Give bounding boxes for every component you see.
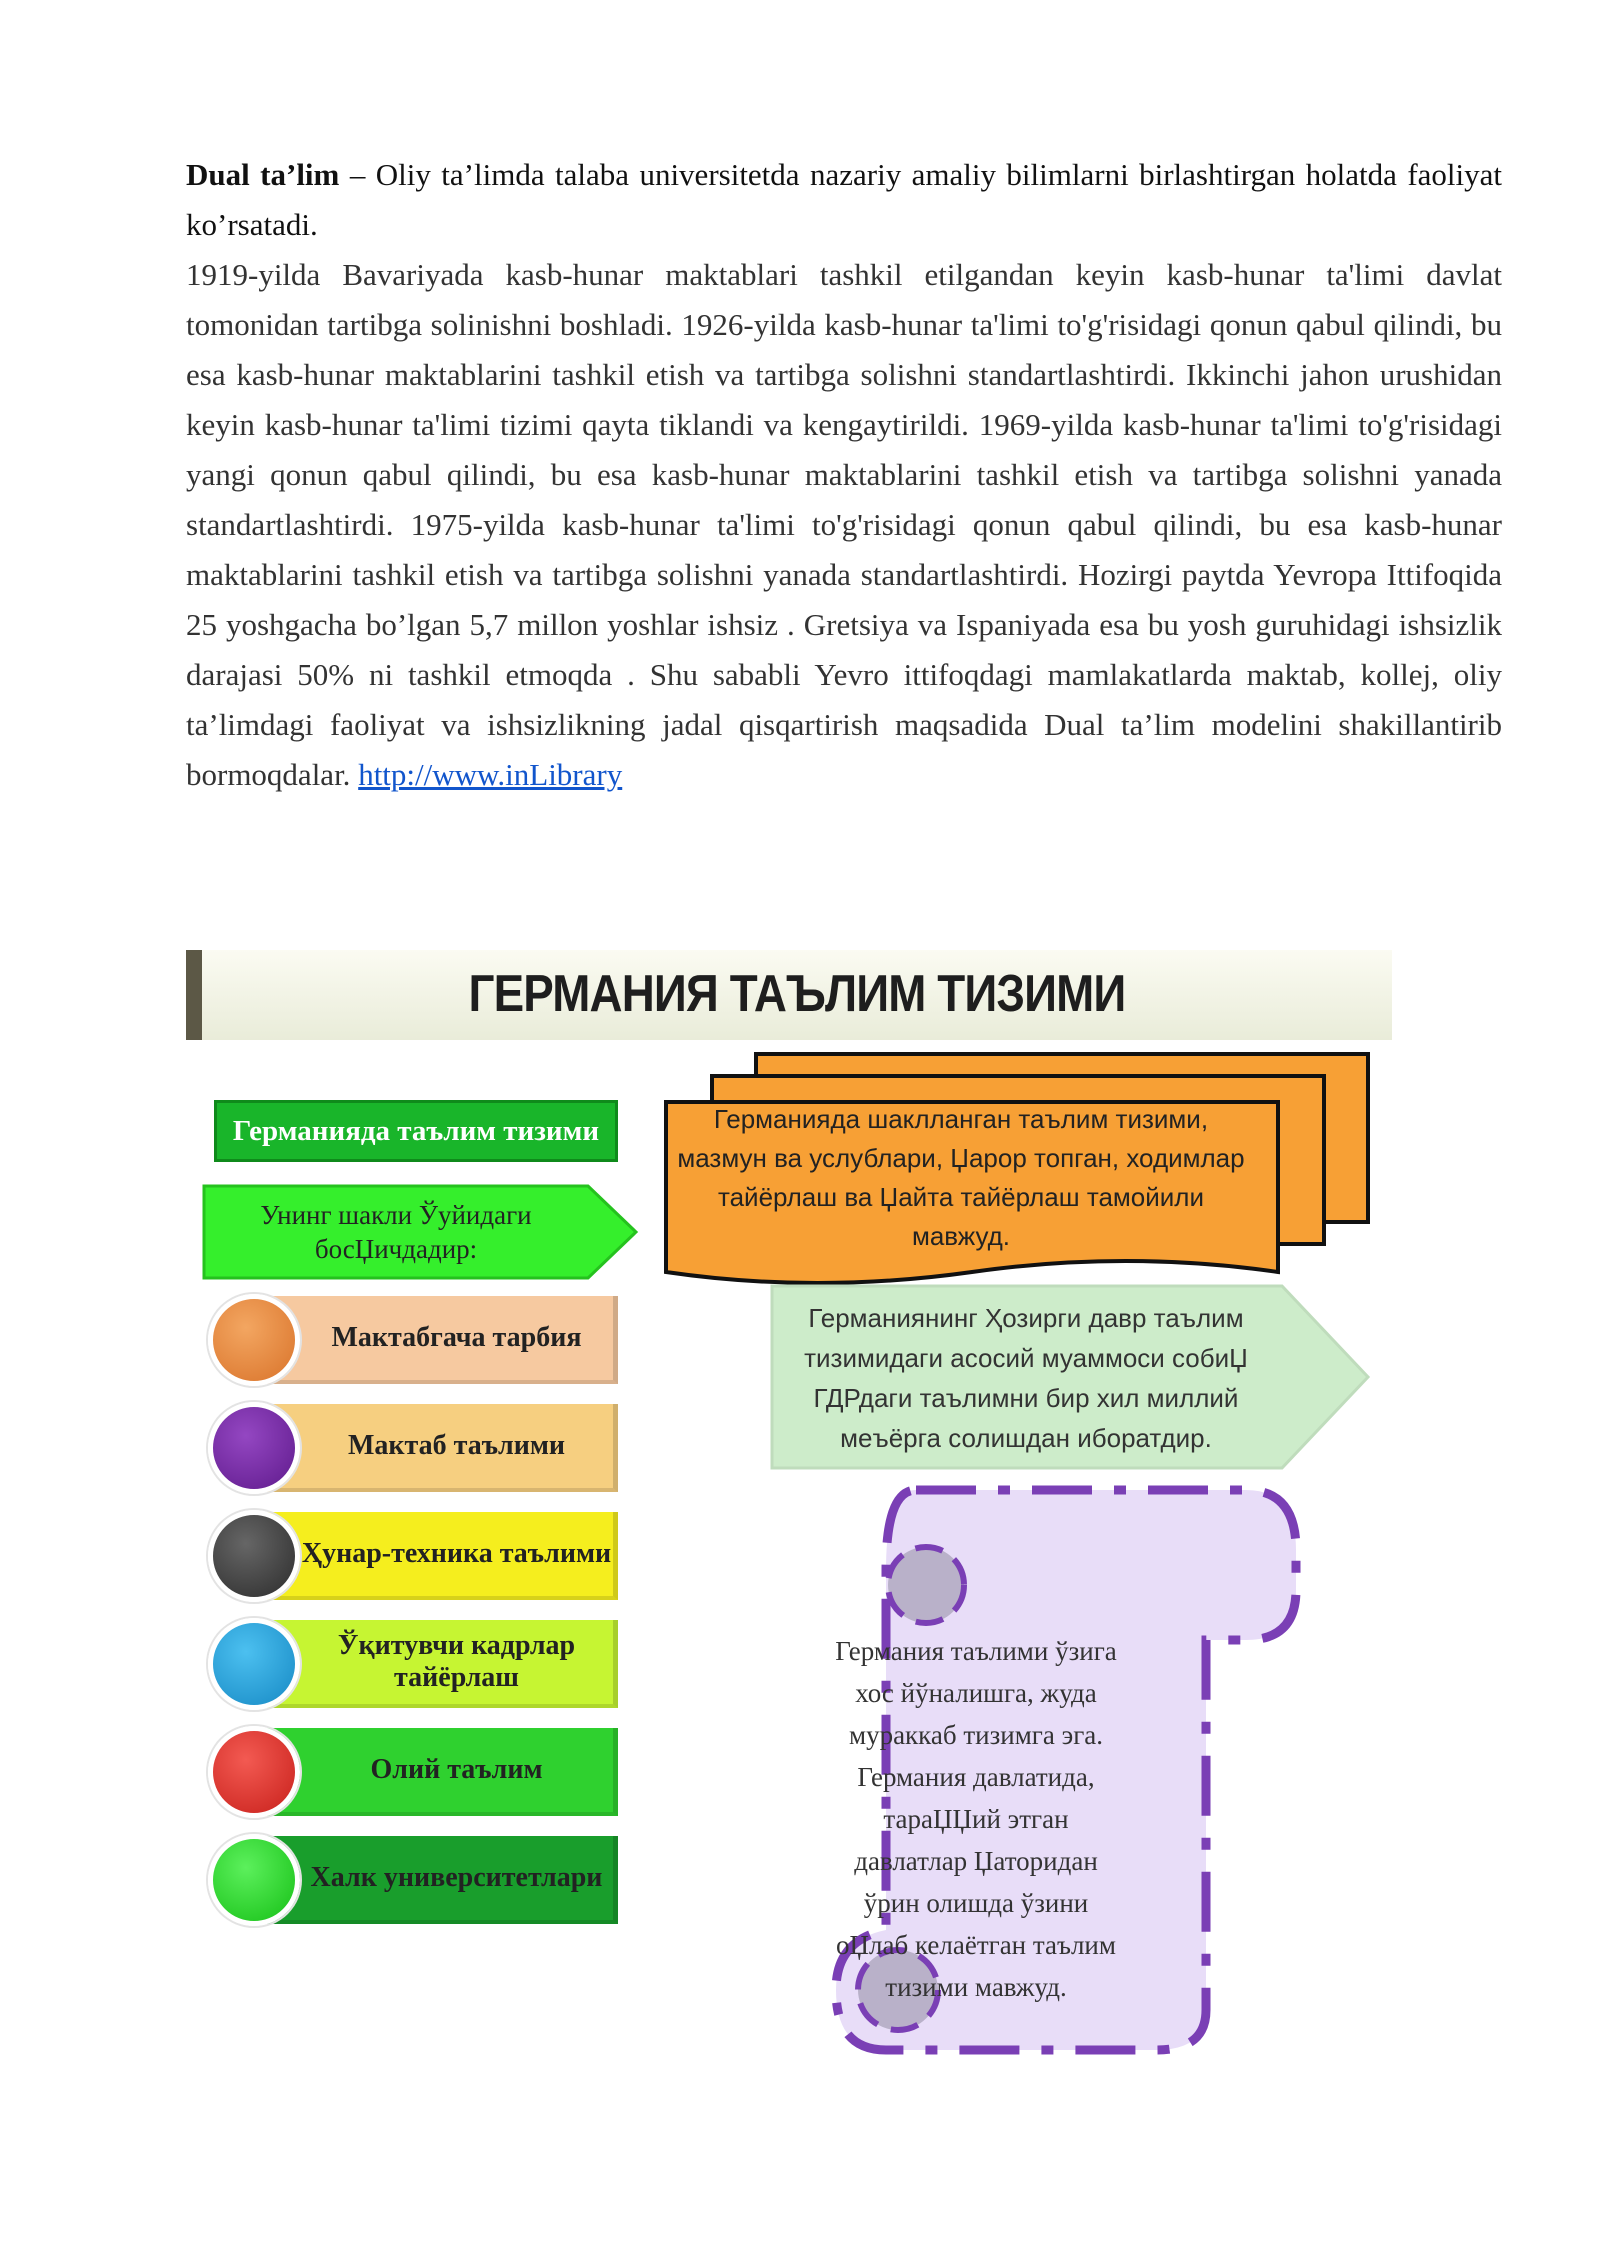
level-bar: Мактаб таълими bbox=[260, 1404, 618, 1492]
green-arrow-text: Унинг шакли Ўуйидаги босЏичдадир: bbox=[260, 1200, 532, 1264]
level-bar: Олий таълим bbox=[260, 1728, 618, 1816]
level-circle-icon bbox=[208, 1510, 300, 1602]
paragraph-history bbox=[186, 250, 1502, 800]
level-item bbox=[208, 1722, 618, 1822]
level-bar: Мактабгача тарбия bbox=[260, 1296, 618, 1384]
history-text: 1919-yilda Bavariyada kasb-hunar maktablari tashkil etilgandan keyin kasb-hunar ta'limi davlat tomonidan tartibga solinishni boshladi. 1926-yilda kasb-hunar ta'limi to'g'risidagi qonun qabul qilindi, bu esa kasb-hunar maktablarini tashkil etish va tartibga solishni standartlashtirdi. Ikkinchi jahon urushidan keyin kasb-hunar ta'limi tizimi qayta tiklandi va kengaytirildi. 1969-yilda kasb-hunar ta'limi to'g'risidagi yangi qonun qabul qilindi, bu esa kasb-hunar maktablarini tashkil etish va tartibga solishni yanada standartlashtirdi. 1975-yilda kasb-hunar ta'limi to'g'risidagi qonun qabul qilindi, bu esa kasb-hunar maktablarini tashkil etish va tartibga solishni yanada standartlashtirdi. Hozirgi paytda Yevropa Ittifoqida 25 yoshgacha bo’lgan 5,7 millon yoshlar ishsiz . Gretsiya va Ispaniyada esa bu yosh guruhidagi ishsizlik darajasi 50% ni tashkil etmoqda . Shu sababli Yevro ittifoqdagi mamlakatlarda maktab, kollej, oliy ta’limdagi faoliyat va ishsizlikning jadal qisqartirish maqsadida Dual ta’lim modelini shakillantirib bormoqdalar. bbox=[186, 257, 1502, 792]
lightgreen-arrow-text: Германиянинг Ҳозирги давр таълим тизимидаги асосий муаммоси собиЏ ГДРдаги таълимни бир хил миллий меъёрга солишдан иборатдир. bbox=[804, 1303, 1248, 1453]
level-item bbox=[208, 1398, 618, 1498]
level-circle-icon bbox=[208, 1402, 300, 1494]
level-item bbox=[208, 1614, 618, 1714]
scroll-text: Германия таълими ўзига хос йўналишга, жуда мураккаб тизимга эга. Германия давлатида, тараЏЏий этган давлатлар Џаторидан ўрин олишда ўзини оЏлаб келаётган таълим тизими мавжуд. bbox=[835, 1636, 1117, 2002]
green-tag: Германияда таълим тизими bbox=[214, 1100, 618, 1162]
level-circle-icon bbox=[208, 1834, 300, 1926]
level-circle-icon bbox=[208, 1726, 300, 1818]
infographic-germany-education bbox=[186, 950, 1392, 2062]
level-bar: Халк университетлари bbox=[260, 1836, 618, 1924]
term-dual: Dual ta’lim bbox=[186, 157, 340, 192]
level-circle-icon bbox=[208, 1618, 300, 1710]
infographic-title: ГЕРМАНИЯ ТАЪЛИМ ТИЗИМИ bbox=[468, 965, 1126, 1023]
orange-box-text: Германияда шаклланган таълим тизими, мазмун ва услублари, Џарор топган, ходимлар тайёрлаш ва Џайта тайёрлаш тамойили мавжуд. bbox=[677, 1104, 1245, 1251]
definition-dual: – Oliy ta’limda talaba universitetda nazariy amaliy bilimlarni birlashtirgan holatda faoliyat ko’rsatadi. bbox=[186, 157, 1503, 242]
level-bar: Ўқитувчи кадрлар тайёрлаш bbox=[260, 1620, 618, 1708]
level-item bbox=[208, 1830, 618, 1930]
paragraph-dual bbox=[186, 150, 1502, 250]
level-item bbox=[208, 1290, 618, 1390]
source-link[interactable]: http://www.inLibrary bbox=[358, 757, 623, 792]
infographic-header bbox=[186, 950, 1392, 1040]
level-item bbox=[208, 1506, 618, 1606]
document-text bbox=[186, 150, 1502, 800]
level-circle-icon bbox=[208, 1294, 300, 1386]
level-bar: Ҳунар-техника таълими bbox=[260, 1512, 618, 1600]
